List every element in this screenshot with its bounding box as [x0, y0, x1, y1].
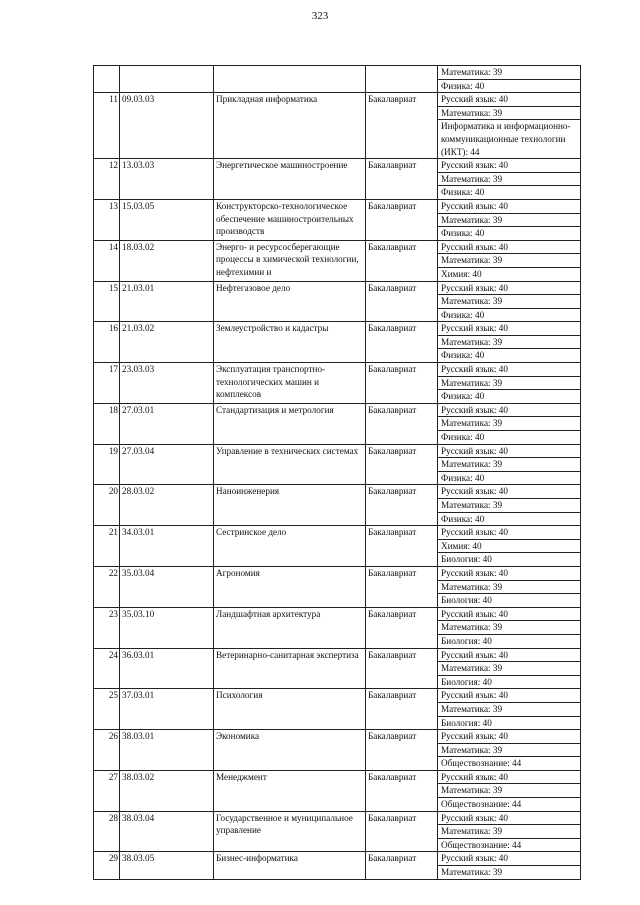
- table-row-continuation: [94, 66, 581, 80]
- requirement-cell: Математика: 39: [438, 458, 581, 472]
- row-code-cell: 37.03.01: [120, 689, 214, 730]
- row-code-cell: [120, 66, 214, 93]
- requirement-cell: Биология: 40: [438, 594, 581, 608]
- row-level-cell: Бакалавриат: [366, 811, 438, 852]
- requirement-cell: Биология: 40: [438, 716, 581, 730]
- row-code-cell: 21.03.01: [120, 281, 214, 322]
- requirement-cell: Русский язык: 40: [438, 159, 581, 173]
- requirement-cell: Русский язык: 40: [438, 566, 581, 580]
- requirement-cell: Русский язык: 40: [438, 811, 581, 825]
- row-name-cell: Менеджмент: [214, 770, 366, 811]
- requirement-cell: Русский язык: 40: [438, 363, 581, 377]
- requirement-cell: Математика: 39: [438, 66, 581, 80]
- requirement-cell: Русский язык: 40: [438, 648, 581, 662]
- table-row: [94, 281, 581, 295]
- row-number-cell: 23: [94, 607, 120, 648]
- requirement-cell: Математика: 39: [438, 743, 581, 757]
- row-name-cell: Эксплуатация транспортно-технологических машин и комплексов: [214, 363, 366, 404]
- requirement-cell: Русский язык: 40: [438, 526, 581, 540]
- row-name-cell: Энерго- и ресурсосберегающие процессы в химической технологии, нефтехимии и: [214, 240, 366, 281]
- row-name-cell: Бизнес-информатика: [214, 852, 366, 879]
- row-level-cell: Бакалавриат: [366, 526, 438, 567]
- requirement-cell: Физика: 40: [438, 186, 581, 200]
- row-number-cell: 27: [94, 770, 120, 811]
- table-body: [94, 66, 581, 880]
- requirement-cell: Физика: 40: [438, 431, 581, 445]
- requirement-cell: Математика: 39: [438, 866, 581, 880]
- row-level-cell: Бакалавриат: [366, 240, 438, 281]
- row-code-cell: 13.03.03: [120, 159, 214, 200]
- table-row: [94, 730, 581, 744]
- requirement-cell: Физика: 40: [438, 227, 581, 241]
- row-code-cell: 35.03.04: [120, 566, 214, 607]
- row-name-cell: Конструкторско-технологическое обеспечение машиностроительных производств: [214, 199, 366, 240]
- row-name-cell: Наноинженерия: [214, 485, 366, 526]
- table-row: [94, 770, 581, 784]
- requirement-cell: Математика: 39: [438, 499, 581, 513]
- requirement-cell: Физика: 40: [438, 471, 581, 485]
- row-level-cell: Бакалавриат: [366, 770, 438, 811]
- row-number-cell: 14: [94, 240, 120, 281]
- table-row: [94, 811, 581, 825]
- requirement-cell: Физика: 40: [438, 512, 581, 526]
- row-code-cell: 15.03.05: [120, 199, 214, 240]
- row-level-cell: Бакалавриат: [366, 648, 438, 689]
- requirement-cell: Русский язык: 40: [438, 689, 581, 703]
- row-number-cell: 21: [94, 526, 120, 567]
- row-level-cell: Бакалавриат: [366, 730, 438, 771]
- row-number-cell: 22: [94, 566, 120, 607]
- row-code-cell: 27.03.04: [120, 444, 214, 485]
- row-level-cell: Бакалавриат: [366, 199, 438, 240]
- row-number-cell: [94, 66, 120, 93]
- requirement-cell: Математика: 39: [438, 825, 581, 839]
- requirement-cell: Математика: 39: [438, 376, 581, 390]
- row-name-cell: Прикладная информатика: [214, 93, 366, 159]
- table-row: [94, 526, 581, 540]
- requirement-cell: Математика: 39: [438, 172, 581, 186]
- row-name-cell: Землеустройство и кадастры: [214, 322, 366, 363]
- table-row: [94, 485, 581, 499]
- row-name-cell: Ветеринарно-санитарная экспертиза: [214, 648, 366, 689]
- requirement-cell: Физика: 40: [438, 308, 581, 322]
- table-row: [94, 240, 581, 254]
- row-number-cell: 13: [94, 199, 120, 240]
- admission-requirements-table: [93, 65, 581, 880]
- requirement-cell: Биология: 40: [438, 634, 581, 648]
- requirement-cell: Русский язык: 40: [438, 93, 581, 107]
- row-name-cell: Государственное и муниципальное управление: [214, 811, 366, 852]
- table-row: [94, 363, 581, 377]
- table-row: [94, 852, 581, 866]
- table-row: [94, 403, 581, 417]
- row-code-cell: 38.03.02: [120, 770, 214, 811]
- row-name-cell: Сестринское дело: [214, 526, 366, 567]
- requirement-cell: Математика: 39: [438, 784, 581, 798]
- table-row: [94, 607, 581, 621]
- requirement-cell: Химия: 40: [438, 539, 581, 553]
- row-level-cell: Бакалавриат: [366, 607, 438, 648]
- row-number-cell: 12: [94, 159, 120, 200]
- row-level-cell: Бакалавриат: [366, 93, 438, 159]
- requirement-cell: Математика: 39: [438, 662, 581, 676]
- row-code-cell: 23.03.03: [120, 363, 214, 404]
- table-row: [94, 444, 581, 458]
- requirement-cell: Химия: 40: [438, 267, 581, 281]
- requirement-cell: Русский язык: 40: [438, 403, 581, 417]
- requirement-cell: Русский язык: 40: [438, 199, 581, 213]
- requirement-cell: Информатика и информационно-коммуникационные технологии (ИКТ): 44: [438, 120, 581, 159]
- requirement-cell: Русский язык: 40: [438, 444, 581, 458]
- requirement-cell: Обществознание: 44: [438, 838, 581, 852]
- row-number-cell: 20: [94, 485, 120, 526]
- requirement-cell: Математика: 39: [438, 106, 581, 120]
- row-code-cell: 18.03.02: [120, 240, 214, 281]
- row-level-cell: Бакалавриат: [366, 566, 438, 607]
- row-code-cell: 38.03.04: [120, 811, 214, 852]
- row-number-cell: 26: [94, 730, 120, 771]
- row-level-cell: Бакалавриат: [366, 403, 438, 444]
- row-number-cell: 16: [94, 322, 120, 363]
- page-number: 323: [311, 10, 329, 22]
- requirement-cell: Математика: 39: [438, 254, 581, 268]
- row-level-cell: Бакалавриат: [366, 281, 438, 322]
- row-name-cell: Агрономия: [214, 566, 366, 607]
- requirement-cell: Математика: 39: [438, 213, 581, 227]
- table-row: [94, 689, 581, 703]
- row-name-cell: Энергетическое машиностроение: [214, 159, 366, 200]
- table-row: [94, 566, 581, 580]
- row-name-cell: Нефтегазовое дело: [214, 281, 366, 322]
- row-number-cell: 29: [94, 852, 120, 879]
- requirement-cell: Математика: 39: [438, 702, 581, 716]
- row-number-cell: 18: [94, 403, 120, 444]
- row-name-cell: Стандартизация и метрология: [214, 403, 366, 444]
- row-level-cell: Бакалавриат: [366, 689, 438, 730]
- requirement-cell: Математика: 39: [438, 295, 581, 309]
- row-number-cell: 15: [94, 281, 120, 322]
- requirement-cell: Математика: 39: [438, 417, 581, 431]
- row-name-cell: [214, 66, 366, 93]
- row-code-cell: 38.03.01: [120, 730, 214, 771]
- row-name-cell: Экономика: [214, 730, 366, 771]
- requirement-cell: Русский язык: 40: [438, 852, 581, 866]
- row-number-cell: 25: [94, 689, 120, 730]
- requirement-cell: Биология: 40: [438, 553, 581, 567]
- requirement-cell: Биология: 40: [438, 675, 581, 689]
- row-number-cell: 24: [94, 648, 120, 689]
- row-name-cell: Управление в технических системах: [214, 444, 366, 485]
- requirement-cell: Русский язык: 40: [438, 322, 581, 336]
- row-code-cell: 28.03.02: [120, 485, 214, 526]
- requirement-cell: Русский язык: 40: [438, 730, 581, 744]
- row-level-cell: Бакалавриат: [366, 485, 438, 526]
- row-code-cell: 09.03.03: [120, 93, 214, 159]
- table-row: [94, 648, 581, 662]
- row-number-cell: 19: [94, 444, 120, 485]
- table-row: [94, 322, 581, 336]
- row-level-cell: Бакалавриат: [366, 322, 438, 363]
- requirement-cell: Обществознание: 44: [438, 798, 581, 812]
- row-level-cell: [366, 66, 438, 93]
- table-row: [94, 159, 581, 173]
- row-level-cell: Бакалавриат: [366, 444, 438, 485]
- requirement-cell: Физика: 40: [438, 349, 581, 363]
- requirement-cell: Русский язык: 40: [438, 485, 581, 499]
- row-code-cell: 34.03.01: [120, 526, 214, 567]
- row-level-cell: Бакалавриат: [366, 852, 438, 879]
- row-name-cell: Ландшафтная архитектура: [214, 607, 366, 648]
- requirement-cell: Физика: 40: [438, 79, 581, 93]
- requirement-cell: Математика: 39: [438, 335, 581, 349]
- requirement-cell: Физика: 40: [438, 390, 581, 404]
- row-code-cell: 27.03.01: [120, 403, 214, 444]
- row-number-cell: 28: [94, 811, 120, 852]
- row-number-cell: 17: [94, 363, 120, 404]
- table-row: [94, 93, 581, 107]
- requirement-cell: Русский язык: 40: [438, 240, 581, 254]
- requirement-cell: Русский язык: 40: [438, 607, 581, 621]
- requirement-cell: Математика: 39: [438, 580, 581, 594]
- row-code-cell: 21.03.02: [120, 322, 214, 363]
- table-row: [94, 199, 581, 213]
- requirement-cell: Русский язык: 40: [438, 281, 581, 295]
- requirement-cell: Математика: 39: [438, 621, 581, 635]
- requirement-cell: Русский язык: 40: [438, 770, 581, 784]
- row-code-cell: 35.03.10: [120, 607, 214, 648]
- row-level-cell: Бакалавриат: [366, 363, 438, 404]
- row-level-cell: Бакалавриат: [366, 159, 438, 200]
- row-name-cell: Психология: [214, 689, 366, 730]
- row-code-cell: 36.03.01: [120, 648, 214, 689]
- requirement-cell: Обществознание: 44: [438, 757, 581, 771]
- row-code-cell: 38.03.05: [120, 852, 214, 879]
- row-number-cell: 11: [94, 93, 120, 159]
